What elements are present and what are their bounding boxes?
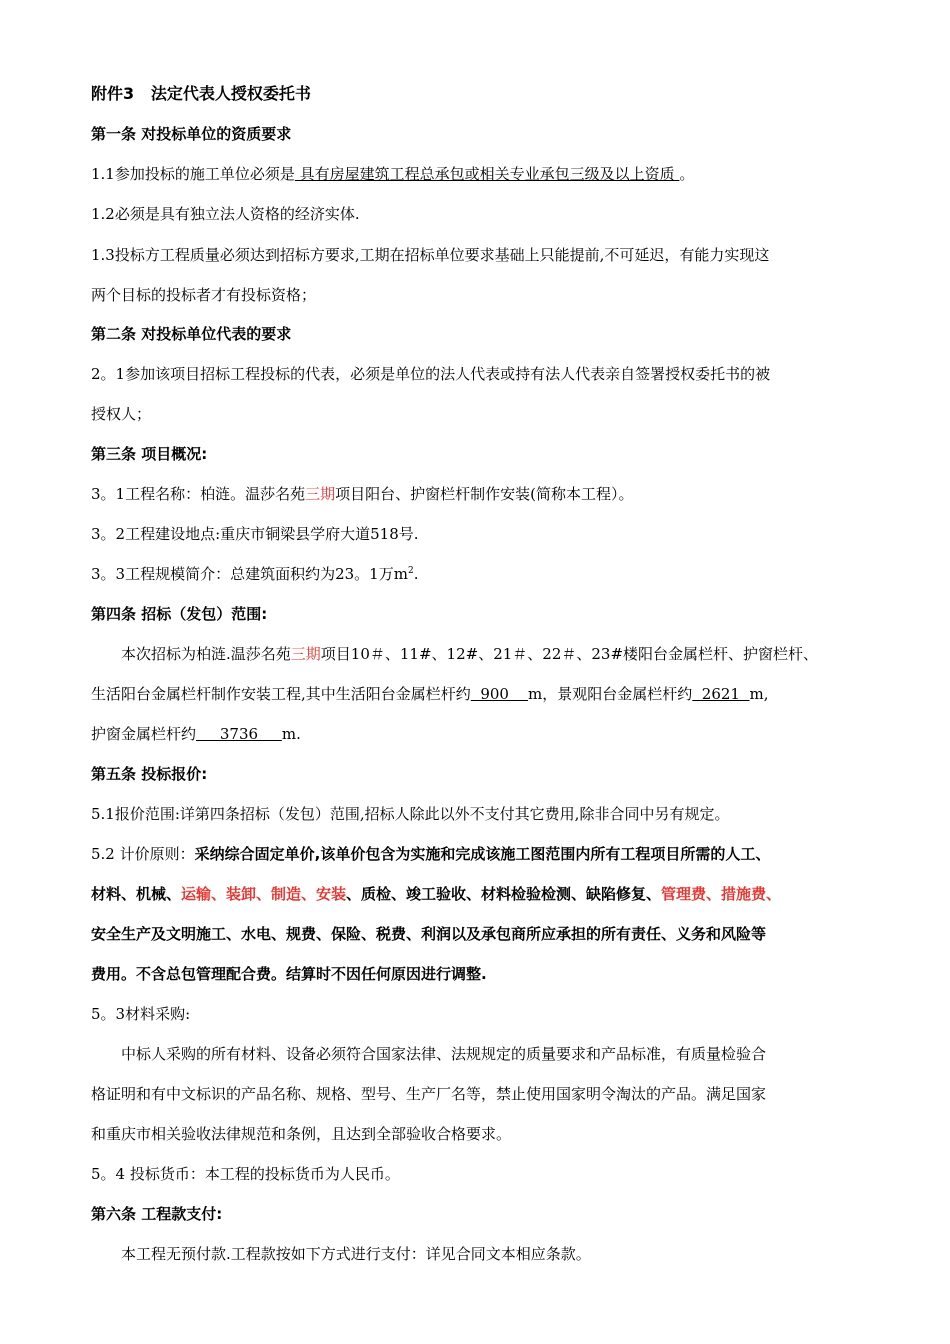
article-5-clause-2-line-2 <box>91 884 781 904</box>
phase-highlight: 三期 <box>305 485 336 503</box>
clause-text: 、质检、竣工验收、材料检验检测、缺陷修复、 <box>346 885 662 903</box>
article-6-heading: 第六条 工程款支付: <box>91 1205 223 1223</box>
article-1-clause-3-line-2: 两个目标的投标者才有投标资格； <box>91 286 317 304</box>
superscript-2: 2 <box>407 566 414 576</box>
article-1-heading: 第一条 对投标单位的资质要求 <box>91 125 292 143</box>
clause-text: 生活阳台金属栏杆制作安装工程,其中生活阳台金属栏杆约 <box>91 685 471 703</box>
clause-text: 3。3工程规模简介：总建筑面积约为23。1万m <box>91 565 408 583</box>
clause-text: 项目阳台、护窗栏杆制作安装(简称本工程）。 <box>335 485 634 503</box>
article-3-heading: 第三条 项目概况: <box>91 445 208 463</box>
article-4-line-3 <box>91 724 301 744</box>
article-5-clause-3-line-1: 中标人采购的所有材料、设备必须符合国家法律、法规规定的质量要求和产品标准，有质量检验合 <box>121 1045 767 1063</box>
article-5-heading: 第五条 投标报价: <box>91 765 208 783</box>
article-5-clause-1: 5.1报价范围:详第四条招标（发包）范围,招标人除此以外不支付其它费用,除非合同中另有规定。 <box>91 805 730 823</box>
article-4-line-2 <box>91 684 769 704</box>
article-2-clause-1-line-2: 授权人； <box>91 405 152 423</box>
article-4-heading: 第四条 招标（发包）范围: <box>91 605 268 623</box>
clause-text: 3。1工程名称：柏涟。温莎名苑 <box>91 485 306 503</box>
article-3-clause-2: 3。2工程建设地点:重庆市铜梁县学府大道518号. <box>91 525 419 543</box>
article-1-clause-3-line-1: 1.3投标方工程质量必须达到招标方要求,工期在招标单位要求基础上只能提前,不可延迟，有能力实现这 <box>91 246 770 264</box>
article-5-clause-2-line-1 <box>91 844 770 864</box>
cost-items-highlight: 运输、装卸、制造、安装 <box>181 885 347 903</box>
landscape-railing-length: 2621 <box>692 685 750 703</box>
clause-text: m, <box>749 685 769 703</box>
article-5-clause-4: 5。4 投标货币：本工程的投标货币为人民币。 <box>91 1165 400 1183</box>
fees-highlight: 管理费、措施费、 <box>661 885 782 903</box>
article-2-heading: 第二条 对投标单位代表的要求 <box>91 325 292 343</box>
clause-text: m. <box>281 725 301 743</box>
clause-text: 1.1参加投标的施工单位必须是 <box>91 165 295 183</box>
article-3-clause-3 <box>91 564 418 584</box>
clause-text: . <box>413 565 419 583</box>
article-2-clause-1-line-1: 2。1参加该项目招标工程投标的代表，必须是单位的法人代表或持有法人代表亲自签署授权委托书的被 <box>91 365 771 383</box>
phase-highlight: 三期 <box>290 645 321 663</box>
balcony-railing-length: 900 <box>470 685 529 703</box>
article-6-clause-1: 本工程无预付款.工程款按如下方式进行支付：详见合同文本相应条款。 <box>121 1245 591 1263</box>
clause-text: 项目10＃、11#、12#、21＃、22＃、23#楼阳台金属栏杆、护窗栏杆、 <box>320 645 819 663</box>
attachment-number: 附件3 <box>91 84 135 103</box>
article-5-clause-3: 5。3材料采购: <box>91 1005 191 1023</box>
window-railing-length: 3736 <box>196 725 282 743</box>
clause-text: m，景观阳台金属栏杆约 <box>528 685 693 703</box>
article-1-clause-2: 1.2必须是具有独立法人资格的经济实体. <box>91 205 360 223</box>
title-text: 法定代表人授权委托书 <box>150 84 311 103</box>
document-title <box>91 84 311 104</box>
pricing-principle: 采纳综合固定单价,该单价包含为实施和完成该施工图范围内所有工程项目所需的人工、 <box>194 845 771 863</box>
article-5-clause-3-line-3: 和重庆市相关验收法律规范和条例，且达到全部验收合格要求。 <box>91 1125 512 1143</box>
clause-text: 。 <box>679 165 695 183</box>
article-5-clause-3-line-2: 格证明和有中文标识的产品名称、规格、型号、生产厂名等，禁止使用国家明令淘汰的产品。满足国家 <box>91 1085 767 1103</box>
article-5-clause-2-line-4: 费用。不含总包管理配合费。结算时不因任何原因进行调整. <box>91 965 487 983</box>
clause-text: 本次招标为柏涟.温莎名苑 <box>121 645 291 663</box>
article-1-clause-1 <box>91 164 694 184</box>
article-3-clause-1 <box>91 484 633 504</box>
article-4-line-1 <box>121 644 818 664</box>
clause-text: 材料、机械、 <box>91 885 182 903</box>
article-5-clause-2-line-3: 安全生产及文明施工、水电、规费、保险、税费、利润以及承包商所应承担的所有责任、义务和风险等 <box>91 925 767 943</box>
clause-text: 护窗金属栏杆约 <box>91 725 197 743</box>
clause-text: 5.2 计价原则： <box>91 845 195 863</box>
qualification-requirement: 具有房屋建筑工程总承包或相关专业承包三级及以上资质 <box>294 165 680 183</box>
